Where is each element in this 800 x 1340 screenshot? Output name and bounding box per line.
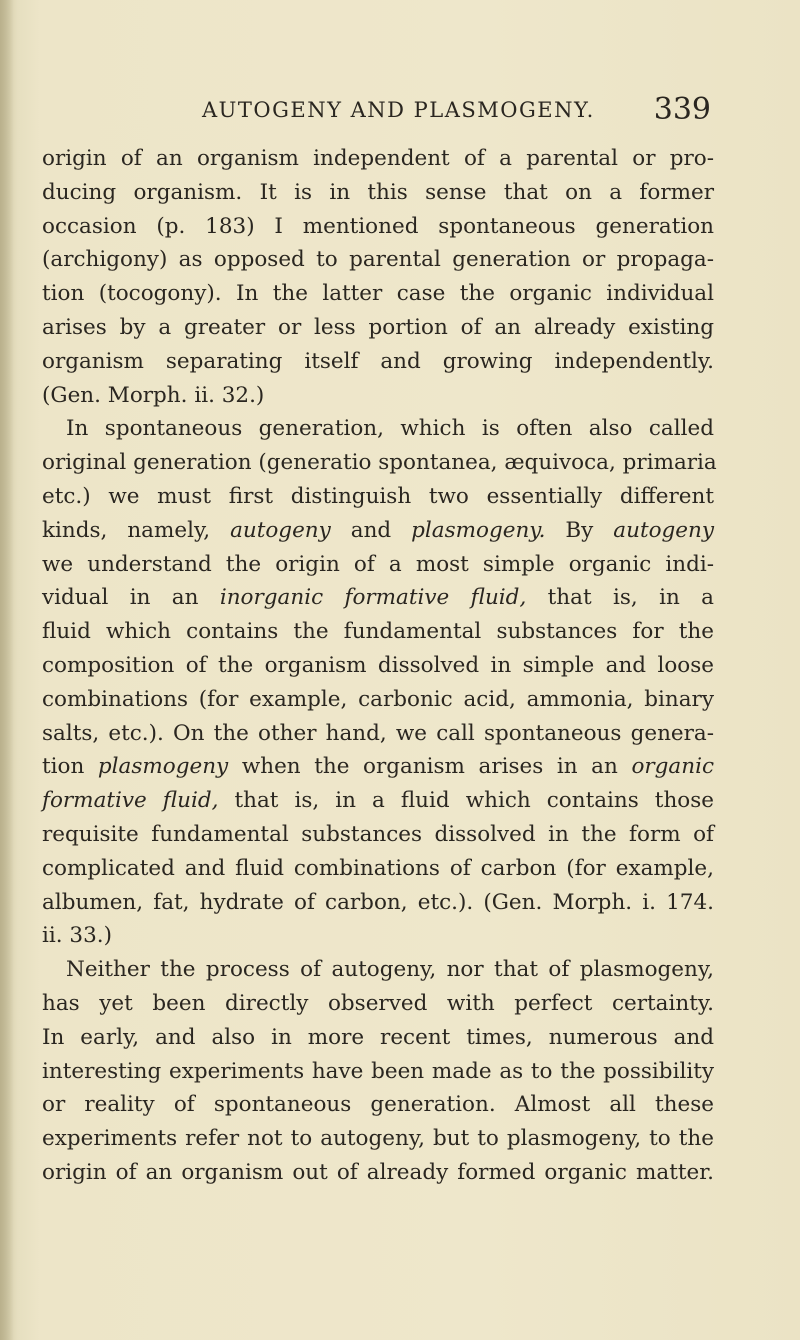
text-line: occasion (p. 183) I mentioned spontaneous generation	[42, 213, 714, 239]
text-line: interesting experiments have been made as to the possibility	[42, 1058, 714, 1084]
text-run: vidual in an	[42, 585, 199, 611]
text-line: experiments refer not to autogeny, but to plasmogeny, to the	[42, 1126, 714, 1152]
italic-term: formative fluid,	[42, 788, 219, 814]
running-head	[54, 92, 711, 128]
text-line: (archigony) as opposed to parental generation or propaga-	[42, 247, 714, 273]
text-run: that is, in a fluid which contains those	[234, 788, 714, 814]
text-line: ii. 33.)	[42, 923, 113, 949]
text-line: complicated and fluid combinations of carbon (for example,	[42, 855, 714, 881]
text-line: albumen, fat, hydrate of carbon, etc.). (Gen. Morph. i. 174.	[42, 889, 714, 915]
italic-term: plasmogeny	[97, 754, 229, 780]
text-run: kinds, namely,	[42, 517, 211, 543]
page-number: 339	[653, 92, 711, 127]
italic-term: plasmogeny.	[411, 517, 546, 543]
text-run: By	[565, 517, 594, 543]
text-line: or reality of spontaneous generation. Almost all these	[42, 1092, 714, 1118]
text-run: and	[350, 517, 392, 543]
running-title: AUTOGENY AND PLASMOGENY.	[202, 98, 595, 122]
text-line	[42, 514, 714, 548]
text-line: salts, etc.). On the other hand, we call spontaneous genera-	[42, 720, 714, 746]
text-line: tion (tocogony). In the latter case the organic individual	[42, 281, 714, 307]
text-line: we understand the origin of a most simple organic indi-	[42, 551, 714, 577]
text-run: when the organism arises in an	[241, 754, 618, 780]
text-run: tion	[42, 754, 85, 780]
text-line: ducing organism. It is in this sense that on a former	[42, 179, 714, 205]
text-line: original generation (generatio spontanea, æquivoca, primaria	[42, 450, 717, 476]
text-line: etc.) we must first distinguish two essentially different	[42, 483, 714, 509]
text-line: organism separating itself and growing independently.	[42, 348, 714, 374]
text-line: composition of the organism dissolved in simple and loose	[42, 652, 714, 678]
italic-term: autogeny	[230, 517, 331, 543]
text-line: fluid which contains the fundamental substances for the	[42, 619, 714, 645]
italic-term: organic	[631, 754, 715, 780]
text-line: has yet been directly observed with perfect certainty.	[42, 990, 714, 1016]
text-line: requisite fundamental substances dissolved in the form of	[42, 821, 714, 847]
text-line: origin of an organism independent of a parental or pro-	[42, 146, 714, 171]
italic-term: inorganic formative fluid,	[219, 585, 527, 611]
text-line: combinations (for example, carbonic acid, ammonia, binary	[42, 686, 714, 712]
italic-term: autogeny	[613, 517, 715, 543]
text-line: In spontaneous generation, which is often also called	[66, 416, 714, 442]
text-line: (Gen. Morph. ii. 32.)	[42, 382, 265, 408]
text-line	[42, 581, 714, 615]
text-line: origin of an organism out of already formed organic matter.	[42, 1159, 714, 1185]
gutter-shadow	[0, 0, 14, 1340]
text-run: that is, in a	[547, 585, 715, 611]
text-line: Neither the process of autogeny, nor that of plasmogeny,	[66, 957, 714, 983]
text-line	[42, 750, 714, 784]
text-line	[42, 784, 714, 818]
text-line: In early, and also in more recent times, numerous and	[42, 1024, 714, 1050]
text-line: arises by a greater or less portion of an already existing	[42, 314, 714, 340]
body-text	[42, 142, 717, 1190]
